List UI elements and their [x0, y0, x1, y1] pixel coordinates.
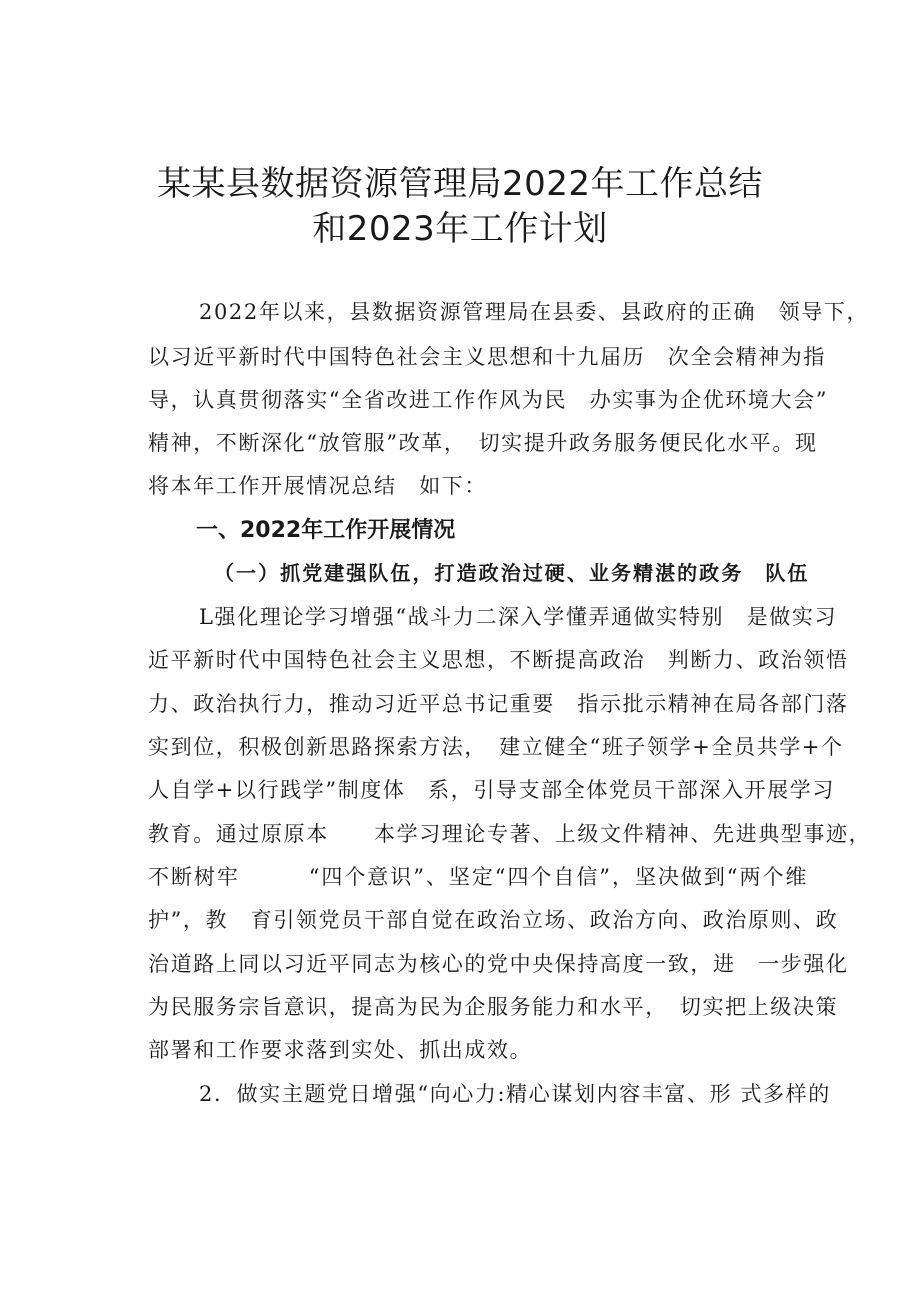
item1-line-9: 治道路上同以习近平同志为核心的党中央保持高度一致，进 一步强化	[148, 952, 849, 976]
item1-line-8: 护”，教 育引领党员干部自觉在政治立场、政治方向、政治原则、政	[148, 908, 839, 932]
item1-line-5: 人自学+以行践学”制度体 系，引导支部全体党员干部深入开展学习	[148, 778, 835, 802]
intro-line-1: 2022年以来，县数据资源管理局在县委、县政府的正确 领导下，	[199, 300, 870, 324]
section-heading-1: 一、2022年工作开展情况	[196, 518, 456, 543]
item1-line-7: 不断树牢 “四个意识”、坚定“四个自信”，坚决做到“两个维	[148, 865, 808, 889]
item1-line-3: 力、政治执行力，推动习近平总书记重要 指示批示精神在局各部门落	[148, 692, 849, 716]
item1-line-2: 近平新时代中国特色社会主义思想，不断提高政治 判断力、政治领悟	[148, 648, 849, 672]
item1-line-10: 为民服务宗旨意识，提高为民为企服务能力和水平， 切实把上级决策	[148, 995, 839, 1019]
document-title-line-1: 某某县数据资源管理局2022年工作总结	[156, 164, 764, 204]
intro-line-2: 以习近平新时代中国特色社会主义思想和十九届历 次全会精神为指	[148, 345, 826, 369]
item1-line-11: 部署和工作要求落到实处、抓出成效。	[148, 1038, 533, 1062]
item1-line-4: 实到位，积极创新思路探索方法， 建立健全“班子领学+全员共学+个	[148, 735, 844, 759]
intro-line-4: 精神，不断深化“放管服”改革， 切实提升政务服务便民化水平。现	[148, 431, 818, 455]
item1-line-6: 教育。通过原原本 本学习理论专著、上级文件精神、先进典型事迹，	[148, 822, 872, 846]
intro-line-3: 导，认真贯彻落实“全省改进工作作风为民 办实事为企优环境大会”	[148, 388, 829, 412]
item1-line-1: L强化理论学习增强“战斗力二深入学懂弄通做实特别 是做实习	[199, 605, 838, 629]
subsection-heading-1: （一）抓党建强队伍，打造政治过硬、业务精湛的政务 队伍	[214, 561, 808, 585]
intro-line-5: 将本年工作开展情况总结 如下：	[148, 474, 487, 498]
document-title-line-2: 和2023年工作计划	[312, 209, 608, 249]
item2-line-1: 2．做实主题党日增强“向心力:精心谋划内容丰富、形 式多样的	[199, 1082, 831, 1106]
